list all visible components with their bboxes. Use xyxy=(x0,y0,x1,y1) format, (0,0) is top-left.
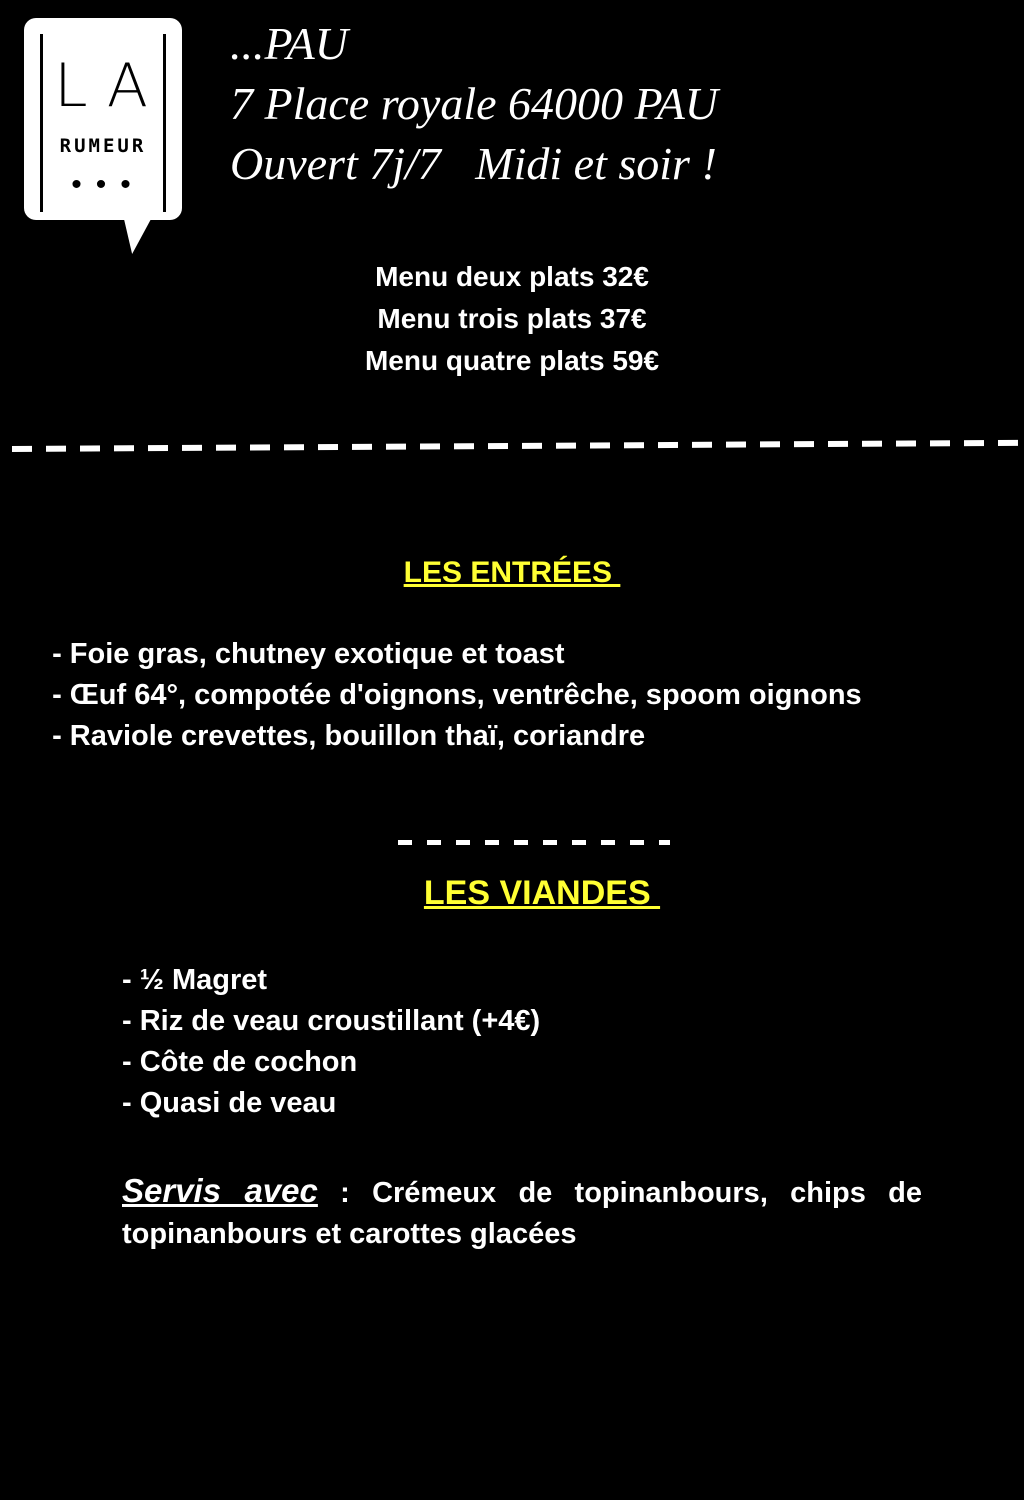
viandes-list xyxy=(122,960,942,1124)
side-dishes-text: : Crémeux de topinanbours, chips de topinanbours et carottes glacées xyxy=(122,1177,922,1250)
section-title-viandes: LES VIANDES xyxy=(423,874,661,912)
list-item: - Œuf 64°, compotée d'oignons, ventrêche, spoom oignons xyxy=(44,679,862,711)
header-city: ...PAU xyxy=(230,18,348,69)
logo-speech-tail xyxy=(114,210,156,254)
price-line: Menu trois plats 37€ xyxy=(377,303,647,334)
list-item: - Foie gras, chutney exotique et toast xyxy=(44,638,565,670)
dashed-divider xyxy=(12,440,1018,452)
list-item: - Quasi de veau xyxy=(122,1087,337,1119)
side-dishes-label: Servis avec xyxy=(122,1172,318,1209)
price-line: Menu deux plats 32€ xyxy=(375,261,649,292)
list-item: - Côte de cochon xyxy=(122,1046,358,1078)
list-item: - Raviole crevettes, bouillon thaï, coriandre xyxy=(44,720,646,752)
logo-main-text: LA xyxy=(54,51,166,121)
header-hours: Ouvert 7j/7 Midi et soir ! xyxy=(230,138,717,189)
restaurant-header xyxy=(230,14,718,194)
entrees-list xyxy=(44,634,944,757)
logo-sub-text: RUMEUR xyxy=(59,135,147,157)
menu-prices xyxy=(0,256,1024,382)
logo-dots: ••• xyxy=(71,168,145,201)
header-address: 7 Place royale 64000 PAU xyxy=(230,78,719,129)
side-dishes xyxy=(122,1170,922,1255)
list-item: - Riz de veau croustillant (+4€) xyxy=(122,1005,541,1037)
section-title-entrees: LES ENTRÉES xyxy=(403,556,621,589)
price-line: Menu quatre plats 59€ xyxy=(364,345,660,376)
list-item: - ½ Magret xyxy=(122,964,268,996)
logo xyxy=(24,18,182,220)
dashed-divider-short xyxy=(398,840,670,845)
